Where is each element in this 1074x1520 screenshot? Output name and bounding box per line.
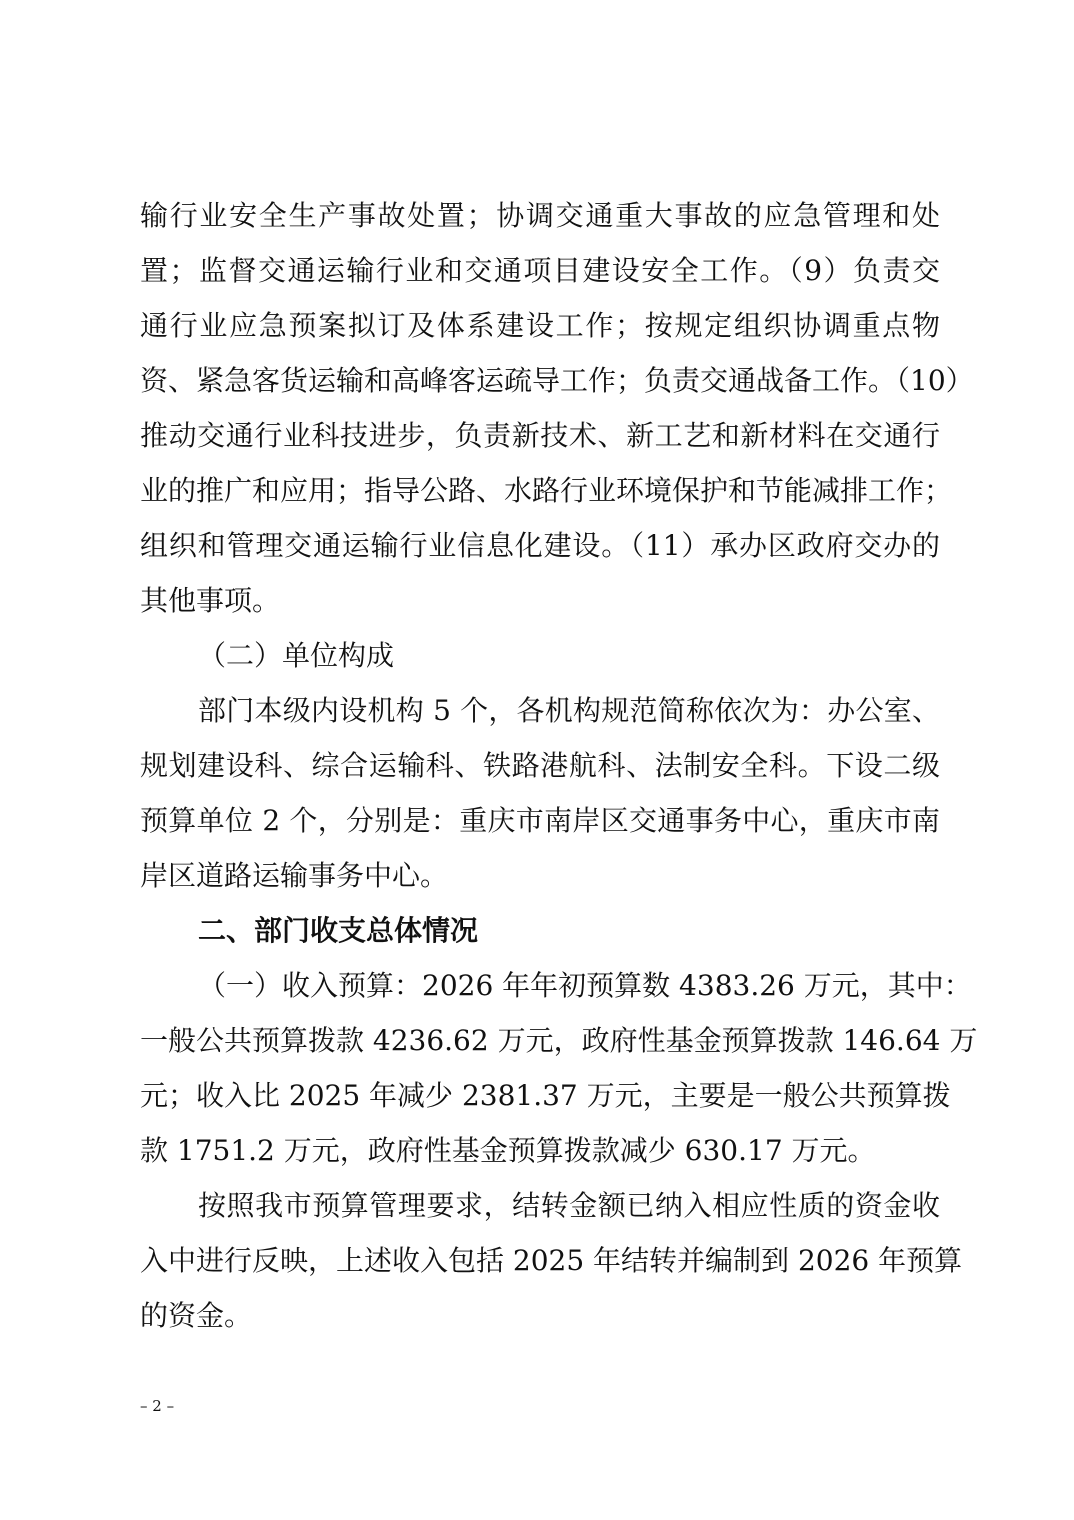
section-heading: 二、部门收支总体情况 bbox=[198, 914, 479, 947]
text-line: 资、紧急客货运输和高峰客运疏导工作；负责交通战备工作。（10） bbox=[140, 364, 974, 397]
text-line: 岸区道路运输事务中心。 bbox=[140, 859, 449, 892]
text-line: 预算单位 2 个，分别是：重庆市南岸区交通事务中心，重庆市南 bbox=[140, 804, 940, 837]
text-line: 元；收入比 2025 年减少 2381.37 万元，主要是一般公共预算拨 bbox=[140, 1079, 951, 1112]
text-line: 组织和管理交通运输行业信息化建设。（11）承办区政府交办的 bbox=[140, 529, 940, 562]
text-line: 推动交通行业科技进步，负责新技术、新工艺和新材料在交通行 bbox=[140, 419, 940, 452]
text-line: （一）收入预算：2026 年年初预算数 4383.26 万元，其中： bbox=[198, 969, 972, 1002]
text-line: 入中进行反映，上述收入包括 2025 年结转并编制到 2026 年预算 bbox=[140, 1244, 963, 1277]
text-line: 业的推广和应用；指导公路、水路行业环境保护和节能减排工作； bbox=[140, 474, 953, 507]
page-number: – 2 – bbox=[140, 1397, 175, 1415]
text-line: 一般公共预算拨款 4236.62 万元，政府性基金预算拨款 146.64 万 bbox=[140, 1024, 978, 1057]
text-line: 按照我市预算管理要求，结转金额已纳入相应性质的资金收 bbox=[198, 1189, 940, 1222]
text-line: 置；监督交通运输行业和交通项目建设安全工作。（9）负责交 bbox=[140, 254, 940, 287]
text-line: 通行业应急预案拟订及体系建设工作；按规定组织协调重点物 bbox=[140, 309, 940, 342]
text-line: 其他事项。 bbox=[140, 584, 281, 617]
text-line: 的资金。 bbox=[140, 1299, 253, 1332]
text-line: 款 1751.2 万元，政府性基金预算拨款减少 630.17 万元。 bbox=[140, 1134, 876, 1167]
section-heading: （二）单位构成 bbox=[198, 639, 395, 672]
text-line: 规划建设科、综合运输科、铁路港航科、法制安全科。下设二级 bbox=[140, 749, 940, 782]
text-line: 输行业安全生产事故处置；协调交通重大事故的应急管理和处 bbox=[140, 199, 940, 232]
text-line: 部门本级内设机构 5 个，各机构规范简称依次为：办公室、 bbox=[198, 694, 940, 727]
